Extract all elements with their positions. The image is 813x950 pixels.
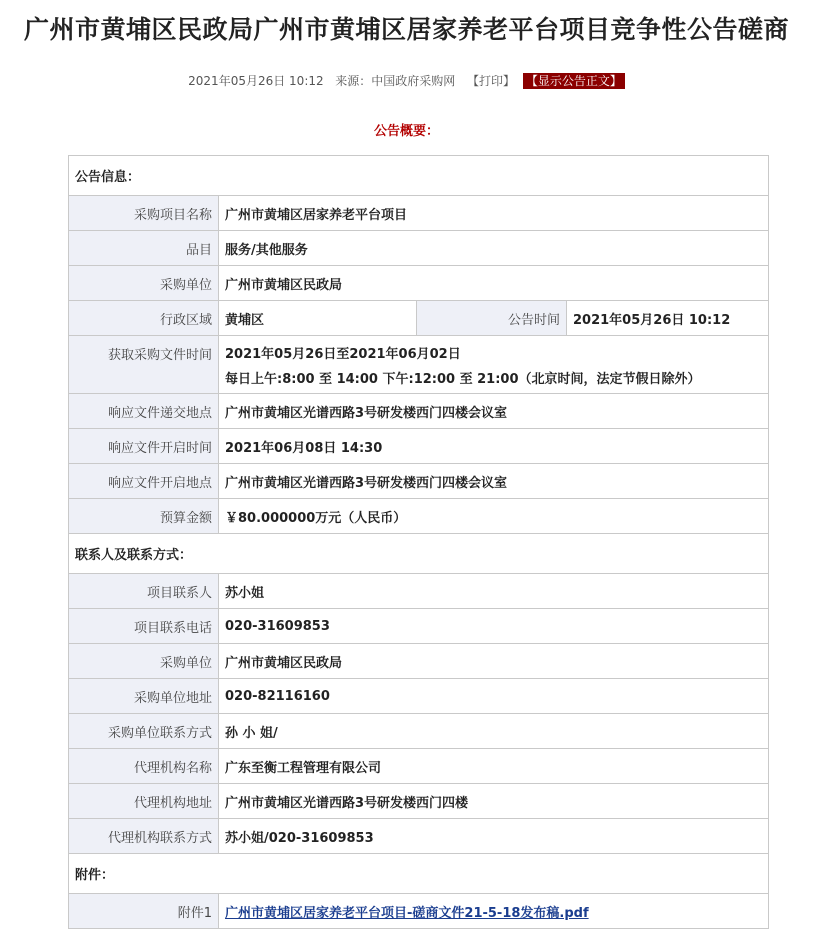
attachment-link[interactable]: 广州市黄埔区居家养老平台项目-磋商文件21-5-18发布稿.pdf xyxy=(225,905,589,921)
table-row xyxy=(69,894,769,929)
section-contacts xyxy=(69,534,769,574)
notice-table xyxy=(68,155,769,929)
field-label: 采购单位地址 xyxy=(69,679,219,714)
table-row xyxy=(69,644,769,679)
notice-time: 2021年05月26日 10:12 xyxy=(567,301,769,336)
meta-line xyxy=(0,72,813,89)
table-row xyxy=(69,609,769,644)
contact-purchaser: 广州市黄埔区民政局 xyxy=(219,644,769,679)
table-row xyxy=(69,749,769,784)
field-label: 项目联系人 xyxy=(69,574,219,609)
field-label: 获取采购文件时间 xyxy=(69,336,219,394)
doc-time-dates: 2021年05月26日至2021年06月02日 xyxy=(225,346,461,362)
table-row xyxy=(69,819,769,854)
submit-place: 广州市黄埔区光谱西路3号研发楼西门四楼会议室 xyxy=(219,394,769,429)
attachment-cell xyxy=(219,894,769,929)
show-notice-button[interactable]: 【显示公告正文】 xyxy=(523,73,625,89)
field-label: 采购单位 xyxy=(69,644,219,679)
field-label: 响应文件开启地点 xyxy=(69,464,219,499)
open-time: 2021年06月08日 14:30 xyxy=(219,429,769,464)
field-label: 代理机构联系方式 xyxy=(69,819,219,854)
print-link[interactable]: 【打印】 xyxy=(466,74,515,88)
field-label: 响应文件递交地点 xyxy=(69,394,219,429)
page-title: 广州市黄埔区民政局广州市黄埔区居家养老平台项目竞争性公告磋商 xyxy=(23,15,789,44)
section-title: 联系人及联系方式： xyxy=(69,534,769,574)
purchaser: 广州市黄埔区民政局 xyxy=(219,266,769,301)
project-contact: 苏小姐 xyxy=(219,574,769,609)
table-row xyxy=(69,574,769,609)
field-label: 公告时间 xyxy=(417,301,567,336)
publish-datetime: 2021年05月26日 10:12 xyxy=(188,74,324,88)
agency-contact: 苏小姐/020-31609853 xyxy=(219,819,769,854)
purchaser-contact: 孙 小 姐/ xyxy=(219,714,769,749)
table-row xyxy=(69,196,769,231)
field-label: 代理机构名称 xyxy=(69,749,219,784)
table-row xyxy=(69,336,769,394)
region: 黄埔区 xyxy=(219,301,417,336)
field-label: 采购单位 xyxy=(69,266,219,301)
budget: ￥80.000000万元（人民币） xyxy=(219,499,769,534)
table-row xyxy=(69,714,769,749)
section-title: 公告信息： xyxy=(69,156,769,196)
field-label: 响应文件开启时间 xyxy=(69,429,219,464)
field-label: 代理机构地址 xyxy=(69,784,219,819)
field-label: 采购项目名称 xyxy=(69,196,219,231)
field-label: 行政区域 xyxy=(69,301,219,336)
table-row xyxy=(69,784,769,819)
field-label: 预算金额 xyxy=(69,499,219,534)
field-label: 附件1 xyxy=(69,894,219,929)
section-notice-info xyxy=(69,156,769,196)
field-label: 品目 xyxy=(69,231,219,266)
section-title: 附件： xyxy=(69,854,769,894)
section-attachments xyxy=(69,854,769,894)
agency-name: 广东至衡工程管理有限公司 xyxy=(219,749,769,784)
table-row xyxy=(69,464,769,499)
category: 服务/其他服务 xyxy=(219,231,769,266)
table-row xyxy=(69,679,769,714)
doc-time xyxy=(219,336,769,394)
doc-time-hours: 每日上午:8:00 至 14:00 下午:12:00 至 21:00（北京时间，法定节假日除外） xyxy=(225,371,701,387)
project-name: 广州市黄埔区居家养老平台项目 xyxy=(219,196,769,231)
open-place: 广州市黄埔区光谱西路3号研发楼西门四楼会议室 xyxy=(219,464,769,499)
table-row xyxy=(69,266,769,301)
table-row xyxy=(69,429,769,464)
agency-address: 广州市黄埔区光谱西路3号研发楼西门四楼 xyxy=(219,784,769,819)
table-row xyxy=(69,301,769,336)
field-label: 项目联系电话 xyxy=(69,609,219,644)
table-row xyxy=(69,231,769,266)
table-row xyxy=(69,394,769,429)
field-label: 采购单位联系方式 xyxy=(69,714,219,749)
project-phone: 020-31609853 xyxy=(219,609,769,644)
overview-heading: 公告概要： xyxy=(373,124,439,139)
source: 来源：中国政府采购网 xyxy=(335,74,456,88)
table-row xyxy=(69,499,769,534)
purchaser-address: 020-82116160 xyxy=(219,679,769,714)
